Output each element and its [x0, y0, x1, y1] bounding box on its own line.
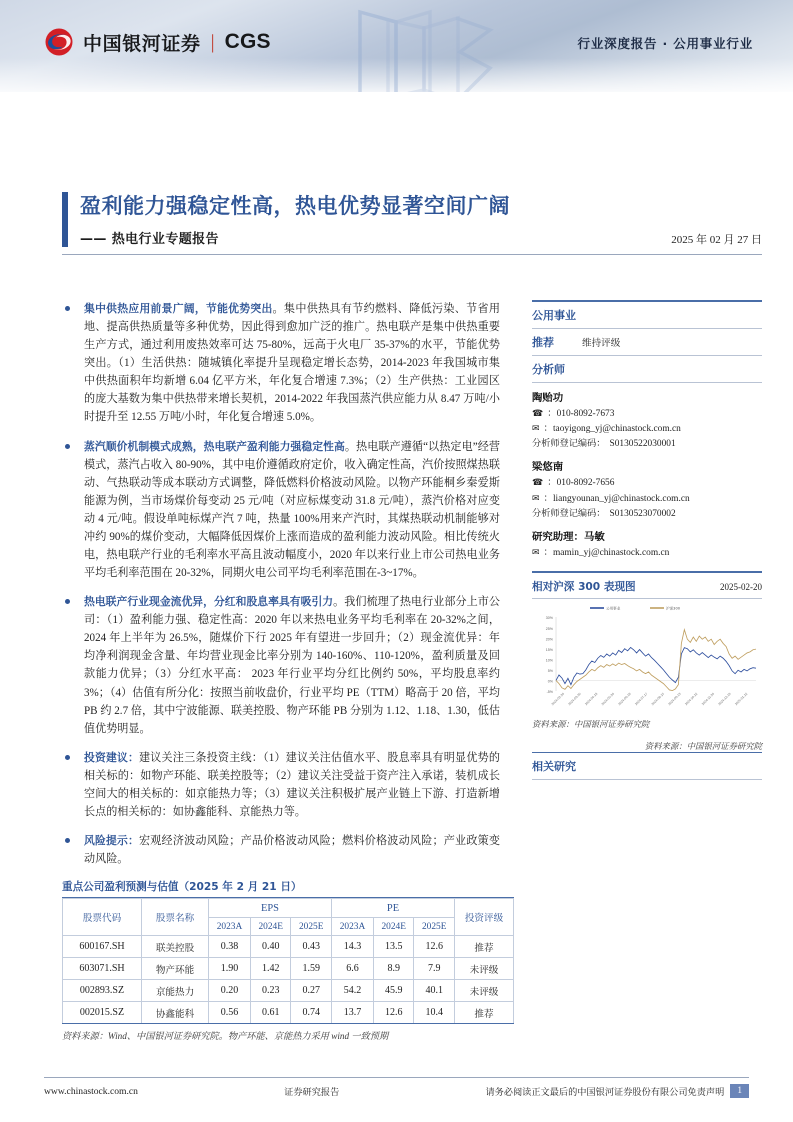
title-accent-bar [62, 192, 68, 247]
svg-text:2024-04-18: 2024-04-18 [584, 691, 599, 707]
analyst-phone-row [532, 476, 762, 491]
relative-performance-chart [532, 599, 762, 717]
col-eps-2025e: 2025E [291, 918, 332, 936]
cell-name: 联美控股 [142, 936, 209, 958]
phone-icon: ☎ [532, 408, 544, 419]
svg-text:2024-08-15: 2024-08-15 [650, 691, 666, 707]
col-pe-2024e: 2024E [373, 918, 414, 936]
mail-icon: ✉ [532, 423, 540, 434]
mail-icon: ✉ [532, 548, 540, 558]
cell-eps-2023a: 0.56 [209, 1002, 251, 1024]
rating-label: 推荐 [532, 335, 554, 349]
table-caption: 重点公司盈利预测与估值（2025 年 2 月 21 日） [62, 879, 514, 898]
svg-text:2024-05-20: 2024-05-20 [600, 691, 616, 707]
svg-text:25%: 25% [545, 626, 553, 631]
page-number: 1 [730, 1084, 749, 1098]
cell-code: 002893.SZ [63, 980, 142, 1002]
svg-text:2024-09-13: 2024-09-13 [667, 691, 682, 707]
page-title: 盈利能力强稳定性高，热电优势显著空间广阔 [80, 194, 510, 218]
table-row [63, 980, 514, 1002]
footer-website[interactable]: www.chinastock.com.cn [44, 1085, 138, 1097]
cell-eps-2025e: 0.43 [291, 936, 332, 958]
cgs-watermark-icon [338, 6, 508, 92]
svg-text:2024-02-20: 2024-02-20 [550, 691, 566, 707]
svg-text:15%: 15% [545, 647, 553, 652]
report-date: 2025 年 02 月 27 日 [671, 234, 762, 247]
page-header [0, 0, 793, 92]
cell-eps-2025e: 1.59 [291, 958, 332, 980]
svg-text:2024-03-20: 2024-03-20 [567, 691, 582, 707]
footer-disclaimer: 请务必阅读正文最后的中国银河证券股份有限公司免责声明 [485, 1087, 725, 1098]
svg-text:10%: 10% [545, 658, 553, 663]
title-block [62, 192, 762, 255]
table-row [63, 958, 514, 980]
main-content-column [62, 300, 514, 1042]
chart-source-note-right: 资料来源：中国银河证券研究院 [644, 741, 762, 751]
sidebar [514, 300, 762, 1042]
analyst-email[interactable]: ：liangyounan_yj@chinastock.com.cn [543, 493, 690, 504]
assistant-email-row [532, 546, 762, 561]
cell-eps-2025e: 0.74 [291, 1002, 332, 1024]
analyst-reg-row [532, 437, 762, 452]
assistant-label: 研究助理：马敏 [532, 531, 605, 543]
bullet-lead: 投资建议： [84, 750, 139, 764]
bullet-body: 宏观经济波动风险；产品价格波动风险；燃料价格波动风险；产业政策变动风险。 [84, 835, 500, 866]
brand-logo [44, 27, 271, 57]
col-group-eps: EPS [209, 899, 332, 918]
content-columns [62, 300, 762, 1042]
rating-value: 维持评级 [582, 337, 621, 349]
analyst-name: 陶贻功 [532, 391, 564, 404]
chart-date: 2025-02-20 [720, 581, 762, 592]
cell-name: 协鑫能科 [142, 1002, 209, 1024]
bullet-body: 。我们梳理了热电行业部分上市公司：（1）盈利能力强、稳定性高：2020 年以来热电业务平均毛利率在 20-32%之间，2024 年上半年为 26.5%，随煤价下行 2025 年有望进一步回升；（2）现金流优异：年均净利润现金含量、年均营业现金比率分别为 140-160%、110-120%，盈利质量及回款能力优异；（3）分红水平高： 2023 年行业平均分红比例约 50%，平均股息率约 3%；（4）估值有所分化：按照当前收盘价，行业平均 PE（TTM）略高于 20 倍，平均 PB 约 2.7 倍，其中宁波能源、联美控股、物产环能 PB 分别为 1.12、1.18、1.30，低估值优势明显。 [84, 596, 500, 735]
analyst-reg-number: S0130523070002 [609, 508, 676, 519]
table-row [63, 1002, 514, 1024]
bullet-lead: 热电联产行业现金流优异，分红和股息率具有吸引力 [84, 595, 334, 609]
cell-eps-2024e: 1.42 [250, 958, 291, 980]
cell-pe-2025e: 10.4 [414, 1002, 455, 1024]
table-source-note: 资料来源：Wind、中国银河证券研究院。物产环能、京能热力采用 wind 一致预期 [62, 1031, 389, 1042]
cell-eps-2024e: 0.23 [250, 980, 291, 1002]
svg-text:0%: 0% [547, 679, 553, 684]
svg-text:2024-12-19: 2024-12-19 [717, 691, 732, 707]
research-assistant-card [532, 528, 762, 561]
summary-bullet-list [62, 300, 500, 868]
sidebar-analyst-heading: 分析师 [532, 362, 565, 376]
performance-line-chart-svg [532, 599, 762, 717]
col-stock-name: 股票名称 [142, 899, 209, 936]
cell-rating: 推荐 [455, 936, 514, 958]
sidebar-rating-row [532, 329, 762, 355]
svg-text:30%: 30% [545, 616, 553, 621]
analyst-reg-label: 分析师登记编码： [532, 507, 606, 519]
list-item [62, 438, 500, 583]
list-item [62, 300, 500, 427]
cell-eps-2023a: 0.20 [209, 980, 251, 1002]
analyst-reg-label: 分析师登记编码： [532, 438, 606, 450]
analyst-name: 梁悠南 [532, 461, 564, 474]
mail-icon: ✉ [532, 493, 540, 504]
brand-name-cn: 中国银河证券 [83, 32, 201, 55]
earnings-forecast-table [62, 898, 514, 1024]
list-item [62, 832, 500, 868]
svg-text:2024-11-20: 2024-11-20 [700, 691, 716, 706]
bullet-lead: 风险提示： [84, 834, 139, 848]
sidebar-divider [532, 382, 762, 383]
svg-text:2024-10-22: 2024-10-22 [684, 691, 699, 707]
cell-pe-2023a: 54.2 [331, 980, 373, 1002]
svg-text:5%: 5% [547, 668, 553, 673]
analyst-phone: ：010-8092-7673 [547, 408, 615, 419]
svg-text:沪深300: 沪深300 [666, 606, 681, 611]
brand-separator: | [210, 30, 215, 53]
cell-eps-2024e: 0.61 [250, 1002, 291, 1024]
col-pe-2025e: 2025E [414, 918, 455, 936]
analyst-email[interactable]: ：taoyigong_yj@chinastock.com.cn [543, 423, 681, 434]
cell-pe-2023a: 6.6 [331, 958, 373, 980]
analyst-card [532, 389, 762, 453]
sidebar-sector-label: 公用事业 [532, 308, 576, 322]
chart-title: 相对沪深 300 表现图 [532, 580, 636, 593]
cell-eps-2024e: 0.40 [250, 936, 291, 958]
cell-eps-2023a: 0.38 [209, 936, 251, 958]
svg-text:20%: 20% [545, 637, 553, 642]
analyst-reg-row [532, 507, 762, 522]
cell-pe-2023a: 13.7 [331, 1002, 373, 1024]
svg-text:-5%: -5% [546, 690, 553, 695]
analyst-email-row [532, 422, 762, 437]
col-eps-2023a: 2023A [209, 918, 251, 936]
cell-eps-2025e: 0.27 [291, 980, 332, 1002]
title-divider [62, 254, 762, 255]
chart-header [532, 573, 762, 598]
cell-eps-2023a: 1.90 [209, 958, 251, 980]
brand-name-en: CGS [224, 30, 271, 53]
cell-code: 002015.SZ [63, 1002, 142, 1024]
analyst-phone-row [532, 407, 762, 422]
col-pe-2023a: 2023A [331, 918, 373, 936]
list-item [62, 749, 500, 821]
cell-pe-2025e: 40.1 [414, 980, 455, 1002]
svg-text:2024-07-17: 2024-07-17 [634, 691, 649, 707]
bullet-body: 。集中供热具有节约燃料、降低污染、节省用地、提高供热质量等多种优势，因此得到愈加广泛的推广。热电联产是集中供热重要生产方式，通过利用废热效率可达 75-80%，远高于火电厂 35-37%的水平，节能优势突出。（1）生活供热：随城镇化率提升呈现稳定增长态势，2014-2023 年我国城市集中供热面积年均新增 6.04 亿平方米，年化复合增速 7.3%；（2）生产供热：工业园区的庞大基数为集中供热带来增长契机，2014-2022 年我国蒸汽供应能力从 8.47 万吨/小时提升至 12.55 万吨/小时，年化复合增速 5.0%。 [84, 303, 500, 424]
cell-code: 603071.SH [63, 958, 142, 980]
svg-text:2024-06-18: 2024-06-18 [617, 691, 632, 707]
cell-rating: 未评级 [455, 958, 514, 980]
table-row [63, 936, 514, 958]
cell-pe-2024e: 45.9 [373, 980, 414, 1002]
cell-pe-2025e: 12.6 [414, 936, 455, 958]
footer-center-label: 证券研究报告 [284, 1087, 340, 1098]
sidebar-divider [532, 779, 762, 780]
assistant-email[interactable]: ：mamin_yj@chinastock.com.cn [543, 548, 670, 558]
analyst-card [532, 458, 762, 522]
cell-pe-2023a: 14.3 [331, 936, 373, 958]
bullet-body: 。热电联产遵循“以热定电”经营模式，蒸汽占收入 80-90%，其中电价遵循政府定价，收入确定性高，汽价按照煤热联动、气热联动等成本联动方式调整，降低燃料价格波动风险。以物产环能桐乡秦爱斯能源为例，当市场煤价每变动 25 元/吨（对应标煤变动 31.8 元/吨），蒸汽价格对应变动 4 元/吨。假设单吨标煤产汽 7 吨，热量 100%用来产汽时，其煤热联动机制能够对冲约 90%的煤价变动，大幅降低因煤价上涨而造成的盈利能力波动风险。相比传统火电，热电联产行业的毛利率水平高且波动幅度小，2020 年以来行业上市公司热电业务平均毛利率范围在 20-32%，同期火电公司平均毛利率范围在-3~17%。 [84, 440, 500, 580]
cell-rating: 未评级 [455, 980, 514, 1002]
cell-name: 物产环能 [142, 958, 209, 980]
analyst-phone: ：010-8092-7656 [547, 478, 615, 489]
cell-code: 600167.SH [63, 936, 142, 958]
phone-icon: ☎ [532, 478, 544, 489]
col-stock-code: 股票代码 [63, 899, 142, 936]
col-investment-rating: 投资评级 [455, 899, 514, 936]
bullet-lead: 集中供热应用前景广阔，节能优势突出 [84, 302, 273, 315]
col-group-pe: PE [331, 899, 454, 918]
header-category-label: 行业深度报告 · 公用事业行业 [577, 36, 753, 51]
svg-text:公用事业: 公用事业 [606, 606, 621, 611]
table-body [63, 936, 514, 1024]
cell-pe-2024e: 13.5 [373, 936, 414, 958]
page-subtitle: —— 热电行业专题报告 [80, 232, 219, 248]
svg-text:2025-01-22: 2025-01-22 [734, 691, 749, 707]
page-footer [44, 1077, 749, 1098]
cell-name: 京能热力 [142, 980, 209, 1002]
col-eps-2024e: 2024E [250, 918, 291, 936]
related-research-heading: 相关研究 [532, 760, 576, 774]
bullet-body: 建议关注三条投资主线：（1）建议关注估值水平、股息率具有明显优势的相关标的：如物产环能、联美控股等；（2）建议关注受益于资产注入承诺，装机成长空间大的相关标的：如京能热力等；（3）建议关注积极扩展产业链上下游、打造新增长点的相关标的：如协鑫能科、京能热力等。 [84, 751, 500, 819]
table-header [63, 899, 514, 936]
footer-divider [44, 1077, 749, 1078]
galaxy-logo-icon [44, 27, 74, 57]
bullet-lead: 蒸汽顺价机制模式成熟，热电联产盈利能力强稳定性高 [84, 439, 345, 453]
cell-pe-2024e: 8.9 [373, 958, 414, 980]
table-header-row-1 [63, 899, 514, 918]
cell-pe-2025e: 7.9 [414, 958, 455, 980]
cell-pe-2024e: 12.6 [373, 1002, 414, 1024]
analyst-email-row [532, 492, 762, 507]
cell-rating: 推荐 [455, 1002, 514, 1024]
list-item [62, 593, 500, 738]
chart-source-note: 资料来源：中国银河证券研究院 [532, 719, 650, 729]
analyst-reg-number: S0130522030001 [609, 439, 676, 450]
